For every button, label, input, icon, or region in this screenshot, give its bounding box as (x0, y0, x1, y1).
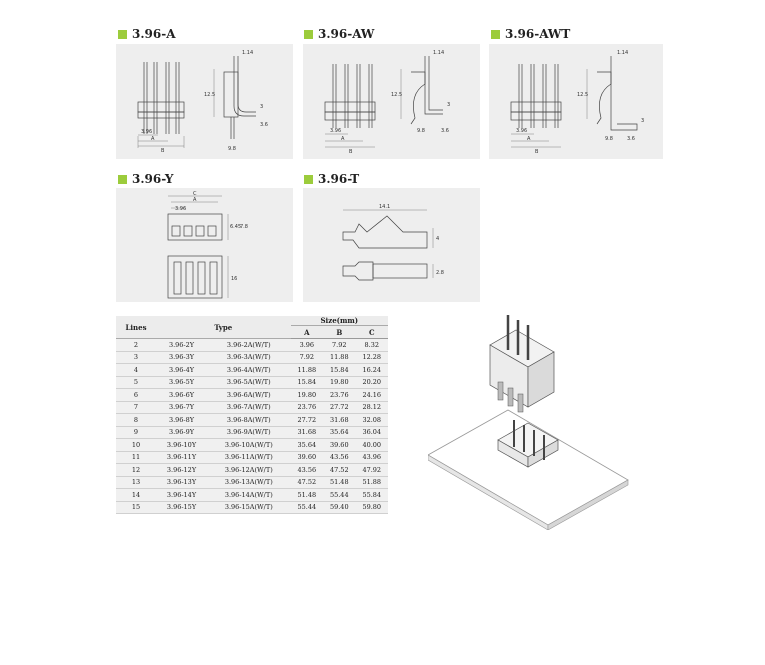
col-lines: Lines (116, 316, 156, 339)
dim-height: 12.5 (204, 92, 216, 98)
dim-h: 4 (436, 236, 440, 242)
cell-size-c: 51.88 (356, 476, 389, 489)
dim-a: A (341, 136, 345, 142)
cell-size-a: 55.44 (291, 501, 323, 514)
dim-pitch: 3.96 (330, 128, 342, 134)
dim-pin: 1.14 (617, 50, 629, 56)
dim-height: 12.5 (391, 92, 403, 98)
dim-length: 14.1 (379, 204, 391, 210)
cell-a-type: 3.96-3A(W/T) (207, 351, 291, 364)
cell-y-type: 3.96-8Y (156, 414, 207, 427)
cell-lines: 9 (116, 426, 156, 439)
cell-y-type: 3.96-2Y (156, 339, 207, 352)
dim-t1: 3 (447, 102, 451, 108)
cell-size-c: 47.92 (356, 464, 389, 477)
cell-lines: 10 (116, 439, 156, 452)
drawing-panel-aw (303, 44, 480, 159)
dim-a: A (527, 136, 531, 142)
cell-y-type: 3.96-13Y (156, 476, 207, 489)
cell-size-b: 51.48 (323, 476, 355, 489)
cell-a-type: 3.96-15A(W/T) (207, 501, 291, 514)
cell-size-a: 43.56 (291, 464, 323, 477)
cell-size-a: 51.48 (291, 489, 323, 502)
cell-a-type: 3.96-9A(W/T) (207, 426, 291, 439)
bullet-square-icon (304, 30, 313, 39)
cell-size-b: 55.44 (323, 489, 355, 502)
dim-t2: 3.6 (441, 128, 449, 134)
cell-size-a: 35.64 (291, 439, 323, 452)
section-label-aw (304, 27, 374, 41)
table-row (116, 501, 388, 514)
table-body (116, 339, 388, 514)
drawing-panel-t (303, 188, 480, 302)
col-size: Size(mm) (291, 316, 388, 326)
dim-t1: 3 (641, 118, 645, 124)
cell-size-c: 12.28 (356, 351, 389, 364)
section-title: 3.96-AW (318, 27, 375, 41)
cell-lines: 8 (116, 414, 156, 427)
cell-a-type: 3.96-7A(W/T) (207, 401, 291, 414)
cell-a-type: 3.96-10A(W/T) (207, 439, 291, 452)
cell-lines: 13 (116, 476, 156, 489)
cell-size-b: 11.88 (323, 351, 355, 364)
cell-lines: 2 (116, 339, 156, 352)
bullet-square-icon (118, 30, 127, 39)
section-title: 3.96-T (318, 172, 360, 186)
table-row (116, 451, 388, 464)
cell-lines: 3 (116, 351, 156, 364)
section-title: 3.96-AWT (505, 27, 571, 41)
cell-y-type: 3.96-5Y (156, 376, 207, 389)
cell-y-type: 3.96-14Y (156, 489, 207, 502)
col-type: Type (156, 316, 291, 339)
cell-size-c: 43.96 (356, 451, 389, 464)
cell-y-type: 3.96-11Y (156, 451, 207, 464)
dim-t2: 3.6 (627, 136, 635, 142)
cell-y-type: 3.96-7Y (156, 401, 207, 414)
section-title: 3.96-Y (132, 172, 174, 186)
cell-size-c: 59.80 (356, 501, 389, 514)
cell-size-a: 19.80 (291, 389, 323, 402)
cell-a-type: 3.96-14A(W/T) (207, 489, 291, 502)
dim-width: 9.8 (417, 128, 425, 134)
table-row (116, 464, 388, 477)
cell-size-a: 27.72 (291, 414, 323, 427)
dim-pitch: 3.96 (175, 206, 187, 212)
cell-size-c: 32.08 (356, 414, 389, 427)
dim-t1: 3 (260, 104, 264, 110)
table-row (116, 401, 388, 414)
cell-lines: 14 (116, 489, 156, 502)
cell-a-type: 3.96-13A(W/T) (207, 476, 291, 489)
col-c: C (356, 326, 389, 339)
header-aw-drawing (303, 44, 480, 159)
dim-a: A (193, 197, 197, 203)
cell-size-c: 8.32 (356, 339, 389, 352)
section-label-t (304, 172, 359, 186)
section-label-awt (491, 27, 570, 41)
section-title: 3.96-A (132, 27, 176, 41)
size-table (116, 316, 388, 514)
cell-y-type: 3.96-9Y (156, 426, 207, 439)
table-row (116, 426, 388, 439)
section-label-a (118, 27, 176, 41)
dim-pin: 1.14 (242, 50, 254, 56)
cell-lines: 7 (116, 401, 156, 414)
cell-size-a: 7.92 (291, 351, 323, 364)
header-a-drawing (116, 44, 293, 159)
cell-lines: 12 (116, 464, 156, 477)
cell-size-a: 15.84 (291, 376, 323, 389)
cell-size-c: 40.00 (356, 439, 389, 452)
table-row (116, 376, 388, 389)
table-row (116, 364, 388, 377)
cell-size-b: 43.56 (323, 451, 355, 464)
cell-size-b: 19.80 (323, 376, 355, 389)
terminal-t-drawing (303, 188, 480, 302)
col-b: B (323, 326, 355, 339)
cell-lines: 6 (116, 389, 156, 402)
drawing-panel-y (116, 188, 293, 302)
cell-size-b: 39.60 (323, 439, 355, 452)
cell-size-c: 55.84 (356, 489, 389, 502)
cell-size-c: 16.24 (356, 364, 389, 377)
cell-size-c: 24.16 (356, 389, 389, 402)
dim-pitch: 3.96 (141, 129, 153, 135)
cell-a-type: 3.96-11A(W/T) (207, 451, 291, 464)
dim-d2: 7.8 (240, 224, 248, 230)
bullet-square-icon (491, 30, 500, 39)
cell-size-c: 36.04 (356, 426, 389, 439)
table-row (116, 389, 388, 402)
cell-y-type: 3.96-10Y (156, 439, 207, 452)
cell-y-type: 3.96-6Y (156, 389, 207, 402)
cell-a-type: 3.96-5A(W/T) (207, 376, 291, 389)
cell-lines: 11 (116, 451, 156, 464)
cell-a-type: 3.96-4A(W/T) (207, 364, 291, 377)
cell-size-b: 15.84 (323, 364, 355, 377)
cell-a-type: 3.96-6A(W/T) (207, 389, 291, 402)
dim-b: B (161, 148, 165, 154)
table-row (116, 489, 388, 502)
dim-c: C (193, 191, 197, 197)
dim-a: A (151, 136, 155, 142)
cell-size-a: 11.88 (291, 364, 323, 377)
section-label-y (118, 172, 173, 186)
cell-lines: 4 (116, 364, 156, 377)
drawing-panel-awt (489, 44, 663, 159)
dim-b: B (535, 149, 539, 155)
cell-size-c: 20.20 (356, 376, 389, 389)
dim-h2: 2.8 (436, 270, 444, 276)
cell-size-b: 27.72 (323, 401, 355, 414)
table-row (116, 351, 388, 364)
cell-size-b: 47.52 (323, 464, 355, 477)
dim-pitch: 3.96 (516, 128, 528, 134)
dim-width: 9.8 (228, 146, 236, 152)
dim-t2: 3.6 (260, 122, 268, 128)
col-a: A (291, 326, 323, 339)
cell-y-type: 3.96-3Y (156, 351, 207, 364)
connector-illustration (428, 310, 638, 530)
dim-height: 12.5 (577, 92, 589, 98)
cell-y-type: 3.96-4Y (156, 364, 207, 377)
cell-size-a: 39.60 (291, 451, 323, 464)
bullet-square-icon (118, 175, 127, 184)
dim-width: 9.8 (605, 136, 613, 142)
cell-y-type: 3.96-12Y (156, 464, 207, 477)
cell-size-a: 3.96 (291, 339, 323, 352)
table-row (116, 439, 388, 452)
cell-size-b: 59.40 (323, 501, 355, 514)
dim-d1: 6.45 (230, 224, 242, 230)
cell-size-a: 47.52 (291, 476, 323, 489)
dim-b: B (349, 149, 353, 155)
cell-size-c: 28.12 (356, 401, 389, 414)
header-awt-drawing (489, 44, 663, 159)
cell-size-b: 23.76 (323, 389, 355, 402)
table-row (116, 414, 388, 427)
cell-size-b: 35.64 (323, 426, 355, 439)
cell-size-a: 31.68 (291, 426, 323, 439)
cell-size-a: 23.76 (291, 401, 323, 414)
drawing-panel-a (116, 44, 293, 159)
cell-size-b: 31.68 (323, 414, 355, 427)
cell-y-type: 3.96-15Y (156, 501, 207, 514)
cell-size-b: 7.92 (323, 339, 355, 352)
cell-a-type: 3.96-2A(W/T) (207, 339, 291, 352)
table-row (116, 339, 388, 352)
bullet-square-icon (304, 175, 313, 184)
housing-y-drawing (116, 188, 293, 302)
cell-lines: 15 (116, 501, 156, 514)
dim-pin: 1.14 (433, 50, 445, 56)
dim-height: 16 (231, 276, 238, 282)
cell-lines: 5 (116, 376, 156, 389)
cell-a-type: 3.96-8A(W/T) (207, 414, 291, 427)
cell-a-type: 3.96-12A(W/T) (207, 464, 291, 477)
table-row (116, 476, 388, 489)
